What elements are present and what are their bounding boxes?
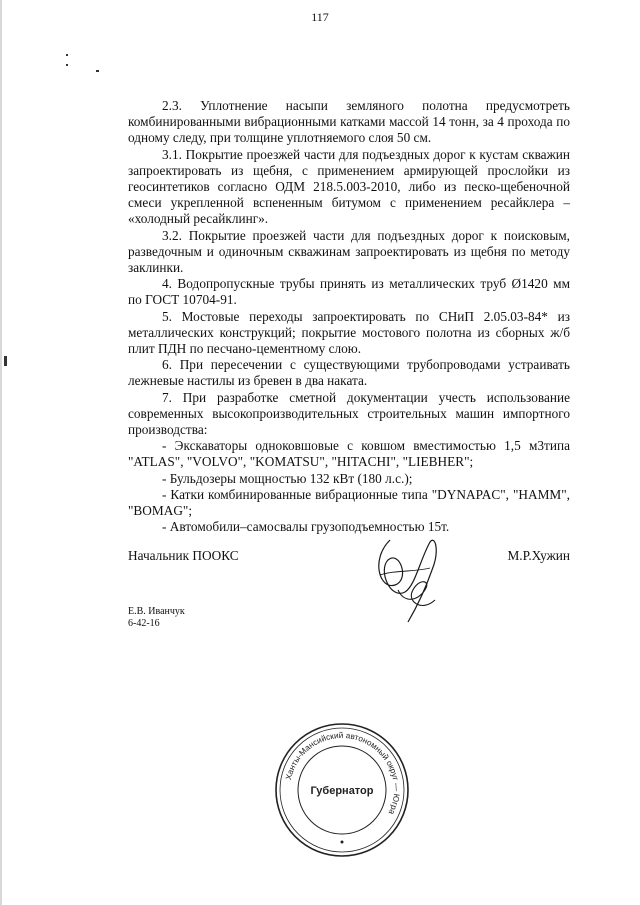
signatory-position: Начальник ПООКС <box>128 548 239 563</box>
scan-mark <box>66 64 68 66</box>
paragraph-3-2: 3.2. Покрытие проезжей части для подъездных дорог к поисковым, разведочным и одиночным скважинам запроектировать из щебня по методу заклинки. <box>128 227 570 276</box>
seal-ring-text: Ханты-Мансийский автономный округ — Югра <box>284 730 402 816</box>
list-item-excavators: - Экскаваторы одноковшовые с ковшом вместимостью 1,5 м3типа "ATLAS", "VOLVO", "KOMATSU", "HITACHI", "LIEBHER"; <box>128 438 570 470</box>
handwritten-signature <box>360 530 450 630</box>
paragraph-2-3: 2.3. Уплотнение насыпи земляного полотна предусмотреть комбинированными вибрационными катками массой 14 тонн, за 4 прохода по одному следу, при толщине уплотняемого слоя 50 см. <box>128 98 570 146</box>
signatory-name: М.Р.Хужин <box>507 548 570 563</box>
paragraph-7: 7. При разработке сметной документации учесть использование современных высокопроизводительных строительных машин импортного производства: <box>128 389 570 438</box>
executor-info <box>128 606 185 630</box>
list-item-dump-trucks: - Автомобили–самосвалы грузоподъемностью 15т. <box>162 519 450 535</box>
seal-center-text: Губернатор <box>310 785 374 797</box>
list-item-rollers: - Катки комбинированные вибрационные типа "DYNAPAC", "HAMM", "BOMAG"; <box>128 486 570 519</box>
paragraph-4: 4. Водопропускные трубы принять из металлических труб Ø1420 мм по ГОСТ 10704-91. <box>128 276 570 308</box>
scan-mark <box>4 356 7 366</box>
scan-mark <box>96 70 99 72</box>
paragraph-3-1: 3.1. Покрытие проезжей части для подъездных дорог к кустам скважин запроектировать из щебня, с применением армирующей прослойки из геосинтетиков согласно ОДМ 218.5.003-2010, либо из песко-щебеночной смеси укрепленной вспененным битумом с применением ресайклера – «холодный ресайклинг». <box>128 146 570 227</box>
paragraph-5: 5. Мостовые переходы запроектировать по СНиП 2.05.03-84* из металлических конструкций; покрытие мостового полотна из сборных ж/б плит ПДН по песчано-цементному слою. <box>128 308 570 357</box>
executor-name: Е.В. Иванчук <box>128 606 185 617</box>
executor-phone: 6-42-16 <box>128 618 160 629</box>
official-seal <box>272 720 412 860</box>
list-item-bulldozers: - Бульдозеры мощностью 132 кВт (180 л.с.); <box>162 470 413 486</box>
scan-edge <box>0 0 2 905</box>
scan-mark <box>66 54 68 56</box>
document-body <box>128 98 570 535</box>
paragraph-6: 6. При пересечении с существующими трубопроводами устраивать лежневые настилы из бревен в два наката. <box>128 357 570 389</box>
page-number: 117 <box>311 10 329 24</box>
